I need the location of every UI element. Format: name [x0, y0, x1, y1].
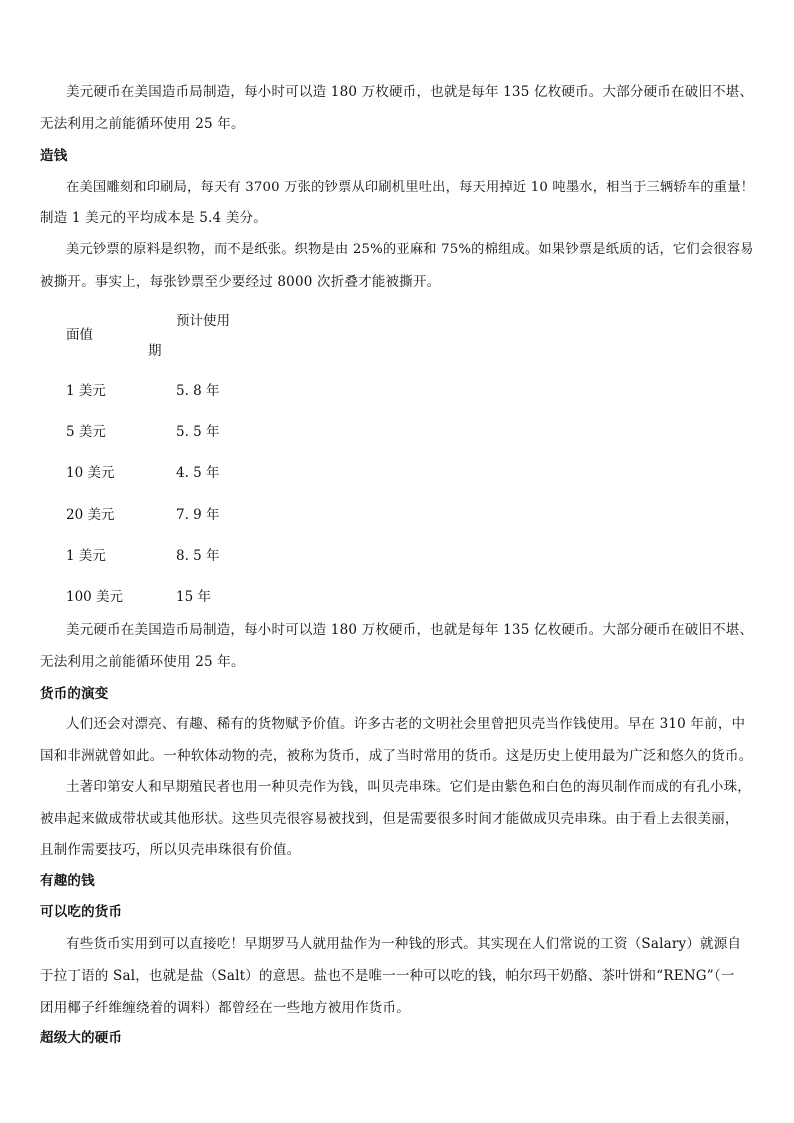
paragraph-wampum-line1: 土著印第安人和早期殖民者也用一种贝壳作为钱，叫贝壳串珠。它们是由紫色和白色的海贝制作而成的有孔小珠，: [66, 779, 751, 795]
table-row-life: 4. 5 年: [176, 465, 220, 481]
table-row-value: 10 美元: [66, 465, 115, 481]
table-row-value: 5 美元: [66, 424, 106, 440]
paragraph-printing-line2: 制造 1 美元的平均成本是 5.4 美分。: [40, 210, 267, 226]
heading-giant-coins: 超级大的硬币: [40, 1030, 123, 1046]
table-row-life: 5. 8 年: [176, 383, 220, 399]
table-row-life: 7. 9 年: [176, 507, 220, 523]
paragraph-fabric-line1: 美元钞票的原料是织物，而不是纸张。织物是由 25%的亚麻和 75%的棉组成。如果钞票是纸质的话，它们会很容易: [66, 242, 754, 257]
paragraph-wampum-line3: 且制作需要技巧，所以贝壳串珠很有价值。: [40, 842, 301, 858]
paragraph-shells-line1: 人们还会对漂亮、有趣、稀有的货物赋予价值。许多古老的文明社会里曾把贝壳当作钱使用。早在 310 年前，中: [66, 716, 746, 732]
table-row-life: 5. 5 年: [176, 424, 220, 440]
table-row-value: 100 美元: [66, 589, 124, 605]
table-header-value: 面值: [66, 327, 93, 343]
table-row-life: 8. 5 年: [176, 548, 220, 564]
paragraph-salt-line2: 于拉丁语的 Sal，也就是盐（Salt）的意思。盐也不是唯一一种可以吃的钱，帕尔玛干奶酪、茶叶饼和“RENG”（一: [40, 968, 735, 984]
paragraph-fabric-line2: 被撕开。事实上，每张钞票至少要经过 8000 次折叠才能被撕开。: [40, 274, 441, 290]
paragraph-wampum-line2: 被串起来做成带状或其他形状。这些贝壳很容易被找到，但是需要很多时间才能做成贝壳串珠。由于看上去很美丽，: [40, 811, 739, 827]
paragraph-coin-line2: 无法利用之前能循环使用 25 年。: [40, 116, 245, 132]
table-row-life: 15 年: [176, 589, 211, 605]
paragraph-salt-line1: 有些货币实用到可以直接吃！早期罗马人就用盐作为一种钱的形式。其实现在人们常说的工资（Salary）就源自: [66, 936, 742, 952]
table-header-life-line2: 期: [148, 343, 162, 359]
table-row-value: 1 美元: [66, 548, 106, 564]
heading-evolution: 货币的演变: [40, 686, 109, 702]
table-row-value: 1 美元: [66, 383, 106, 399]
paragraph-printing-line1: 在美国雕刻和印刷局，每天有 3700 万张的钞票从印刷机里吐出，每天用掉近 10 吨墨水，相当于三辆轿车的重量！: [66, 180, 755, 195]
paragraph-coin-line1: 美元硬币在美国造币局制造，每小时可以造 180 万枚硬币，也就是每年 135 亿枚硬币。大部分硬币在破旧不堪、: [66, 84, 754, 100]
paragraph-coin-repeat-line2: 无法利用之前能循环使用 25 年。: [40, 654, 245, 670]
heading-interesting-money: 有趣的钱: [40, 873, 95, 889]
heading-edible-money: 可以吃的货币: [40, 904, 123, 920]
paragraph-salt-line3: 团用椰子纤维缠绕着的调料）都曾经在一些地方被用作货币。: [40, 1000, 410, 1016]
paragraph-shells-line2: 国和非洲就曾如此。一种软体动物的壳，被称为货币，成了当时常用的货币。这是历史上使用最为广泛和悠久的货币。: [40, 748, 753, 764]
heading-making-money: 造钱: [40, 148, 68, 164]
paragraph-coin-repeat-line1: 美元硬币在美国造币局制造，每小时可以造 180 万枚硬币，也就是每年 135 亿枚硬币。大部分硬币在破旧不堪、: [66, 622, 754, 638]
table-row-value: 20 美元: [66, 507, 115, 523]
table-header-life-line1: 预计使用: [176, 313, 230, 329]
